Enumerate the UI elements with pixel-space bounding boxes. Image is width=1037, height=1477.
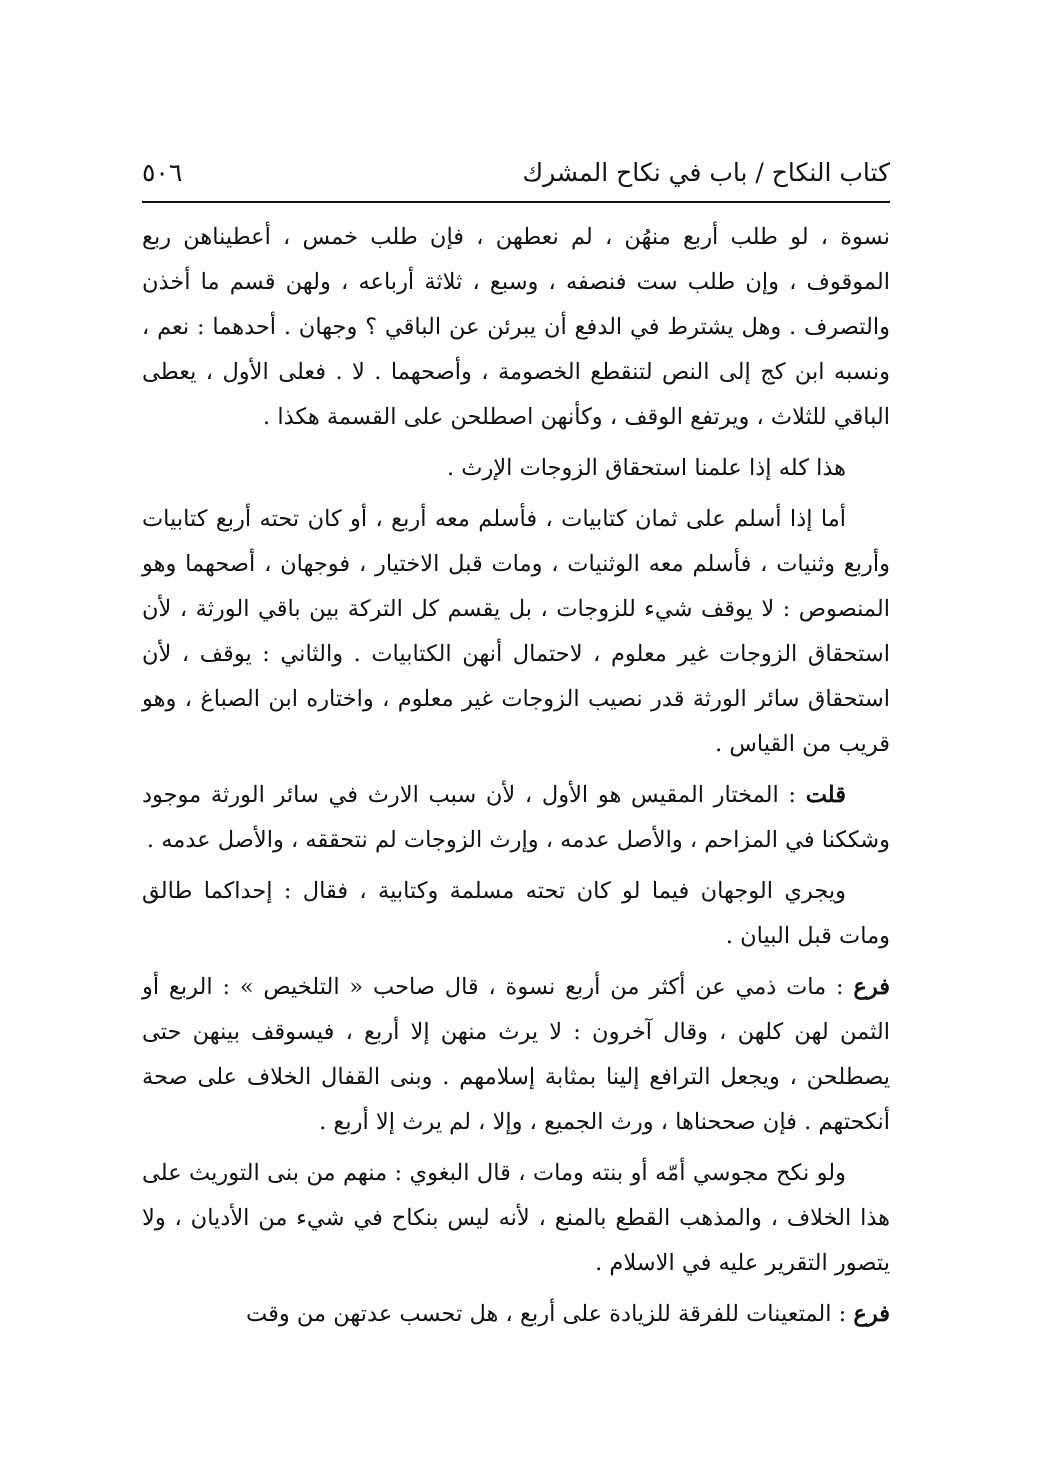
paragraph-text: : مات ذمي عن أكثر من أربع نسوة ، قال صاحب « التلخيص » : الربع أو الثمن لهن كلهن ، وقال آخرون : لا يرث منهن إلا أربع ، فيسوقف بينهن حتى يصطلحن ، ويجعل الترافع إلينا بمثابة إسلامهم . وبنى القفال الخلاف على صحة أنكحتهم . فإن صححناها ، ورث الجميع ، وإلا ، لم يرث إلا أربع . [142, 974, 890, 1135]
paragraph-continuation [142, 215, 890, 440]
paragraph-far-iddah [142, 1292, 890, 1337]
paragraph-lead-word: قلت [805, 782, 846, 808]
page-number: ٥٠٦ [142, 158, 183, 187]
paragraph-lead-word: فرع [853, 1301, 890, 1327]
paragraph-majusi [142, 1151, 890, 1286]
header-divider [142, 201, 890, 203]
paragraph-far-dhimmi [142, 965, 890, 1145]
paragraph-qultu [142, 773, 890, 863]
paragraph-lead-word: فرع [853, 974, 890, 1000]
paragraph-text: نسوة ، لو طلب أربع منهُن ، لم نعطهن ، فإن طلب خمس ، أعطيناهن ربع الموقوف ، وإن طلب ست فنصفه ، وسبع ، ثلاثة أرباعه ، ولهن قسم ما أخذن والتصرف . وهل يشترط في الدفع أن يبرئن عن الباقي ؟ وجهان . أحدهما : نعم ، ونسبه ابن كج إلى النص لتنقطع الخصومة ، وأصحهما . لا . فعلى الأول ، يعطى الباقي للثلاث ، ويرتفع الوقف ، وكأنهن اصطلحن على القسمة هكذا . [142, 224, 890, 430]
chapter-title: كتاب النكاح / باب في نكاح المشرك [522, 158, 890, 187]
paragraph-inheritance-summary [142, 446, 890, 491]
paragraph-text: هذا كله إذا علمنا استحقاق الزوجات الإرث . [447, 455, 846, 481]
page-body [142, 215, 890, 1337]
running-header [142, 150, 890, 200]
paragraph-two-views [142, 869, 890, 959]
paragraph-text: : المتعينات للفرقة للزيادة على أربع ، هل تحسب عدتهن من وقت [246, 1301, 854, 1327]
paragraph-text: أما إذا أسلم على ثمان كتابيات ، فأسلم معه أربع ، أو كان تحته أربع كتابيات وأربع وثنيات ، فأسلم معه الوثنيات ، ومات قبل الاختيار ، فوجهان ، أصحهما وهو المنصوص : لا يوقف شيء للزوجات ، بل يقسم كل التركة بين باقي الورثة ، لأن استحقاق الزوجات غير معلوم ، لاحتمال أنهن الكتابيات . والثاني : يوقف ، لأن استحقاق سائر الورثة قدر نصيب الزوجات غير معلوم ، واختاره ابن الصباغ ، وهو قريب من القياس . [142, 506, 890, 757]
paragraph-text: ويجري الوجهان فيما لو كان تحته مسلمة وكتابية ، فقال : إحداكما طالق ومات قبل البيان . [142, 878, 890, 949]
paragraph-kitabiyyat [142, 497, 890, 767]
paragraph-text: : المختار المقيس هو الأول ، لأن سبب الارث في سائر الورثة موجود وشككنا في المزاحم ، والأصل عدمه ، وإرث الزوجات لم نتحققه ، والأصل عدمه . [142, 782, 890, 853]
paragraph-text: ولو نكح مجوسي أمّه أو بنته ومات ، قال البغوي : منهم من بنى التوريث على هذا الخلاف ، والمذهب القطع بالمنع ، لأنه ليس بنكاح في شيء من الأديان ، ولا يتصور التقرير عليه في الاسلام . [142, 1160, 890, 1276]
